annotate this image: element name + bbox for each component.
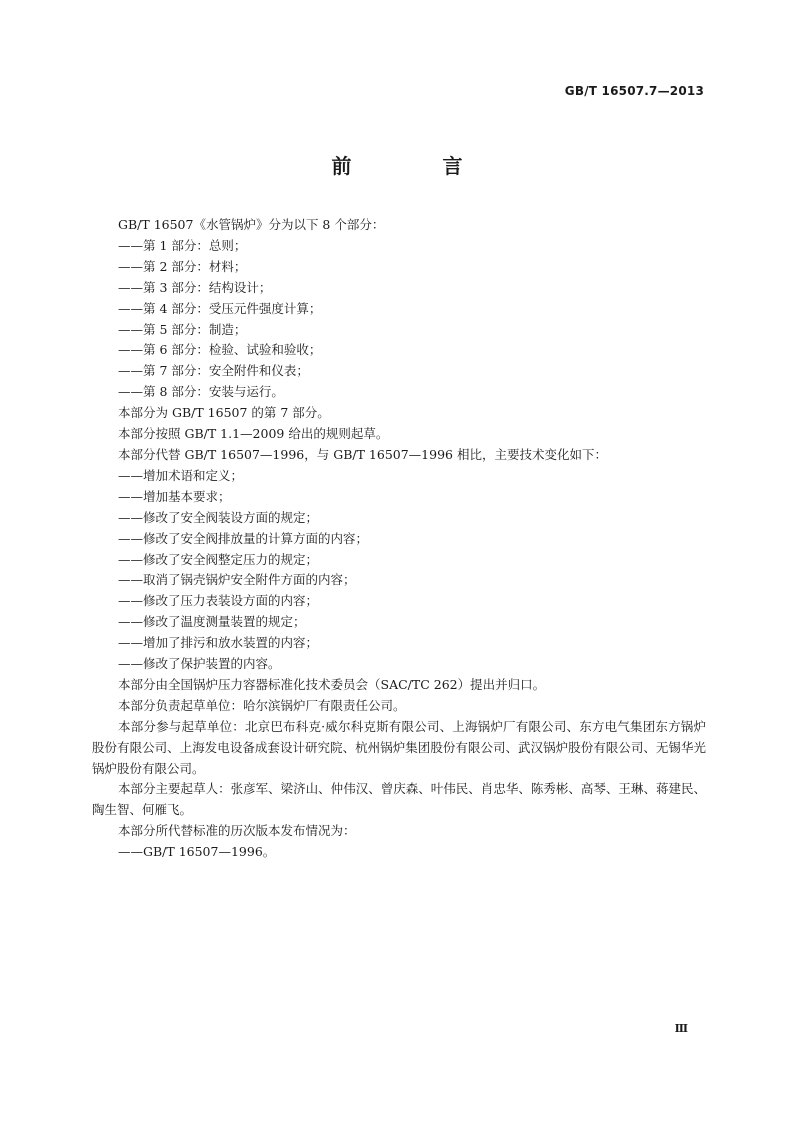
list-item-change: ——修改了安全阀整定压力的规定； [118,551,319,567]
list-item-part-5: ——第 5 部分：制造； [118,321,247,337]
list-item-part-8: ——第 8 部分：安装与运行。 [118,384,284,400]
paragraph-history-intro: 本部分所代替标准的历次版本发布情况为： [118,823,356,839]
standard-code: GB/T 16507.7—2013 [564,84,704,98]
paragraph-main-drafters: 本部分主要起草人：张彦军、梁济山、仲伟汉、曾庆森、叶伟民、肖忠华、陈秀彬、高琴、王琳、蒋建民、陶生智、何雁飞。 [92,781,706,818]
list-item-change: ——修改了安全阀排放量的计算方面的内容； [118,530,369,546]
paragraph-parts-intro: GB/T 16507《水管锅炉》分为以下 8 个部分： [118,217,385,232]
paragraph-lead-drafter: 本部分负责起草单位：哈尔滨锅炉厂有限责任公司。 [118,697,406,713]
list-item-change: ——增加基本要求； [118,488,231,504]
paragraph-participating-drafters: 本部分参与起草单位：北京巴布科克·威尔科克斯有限公司、上海锅炉厂有限公司、东方电气集团东方锅炉股份有限公司、上海发电设备成套设计研究院、杭州锅炉集团股份有限公司、武汉锅炉股份有限公司、无锡华光锅炉股份有限公司。 [92,718,706,776]
list-item-change: ——取消了锅壳锅炉安全附件方面的内容； [118,572,356,588]
list-item-history: ——GB/T 16507—1996。 [118,844,276,860]
list-item-change: ——修改了安全阀装设方面的规定； [118,509,319,525]
list-item-part-7: ——第 7 部分：安全附件和仪表； [118,363,309,379]
paragraph-part-number: 本部分为 GB/T 16507 的第 7 部分。 [118,405,330,421]
list-item-change: ——增加术语和定义； [118,467,244,483]
list-item-part-6: ——第 6 部分：检验、试验和验收； [118,342,322,358]
paragraph-replaces: 本部分代替 GB/T 16507—1996，与 GB/T 16507—1996 相比，主要技术变化如下： [118,446,607,462]
page-number: Ⅲ [674,1022,688,1035]
paragraph-drafting-rules: 本部分按照 GB/T 1.1—2009 给出的规则起草。 [118,426,389,442]
list-item-change: ——修改了温度测量装置的规定； [118,614,306,630]
list-item-part-3: ——第 3 部分：结构设计； [118,279,272,295]
list-item-change: ——修改了保护装置的内容。 [118,656,281,672]
list-item-part-2: ——第 2 部分：材料； [118,258,247,274]
list-item-change: ——增加了排污和放水装置的内容； [118,635,319,651]
paragraph-proposer: 本部分由全国锅炉压力容器标准化技术委员会（SAC/TC 262）提出并归口。 [118,676,546,692]
foreword-body [92,215,706,863]
list-item-change: ——修改了压力表装设方面的内容； [118,593,319,609]
list-item-part-1: ——第 1 部分：总则； [118,237,247,253]
list-item-part-4: ——第 4 部分：受压元件强度计算； [118,300,322,316]
page-title: 前 言 [331,154,505,178]
